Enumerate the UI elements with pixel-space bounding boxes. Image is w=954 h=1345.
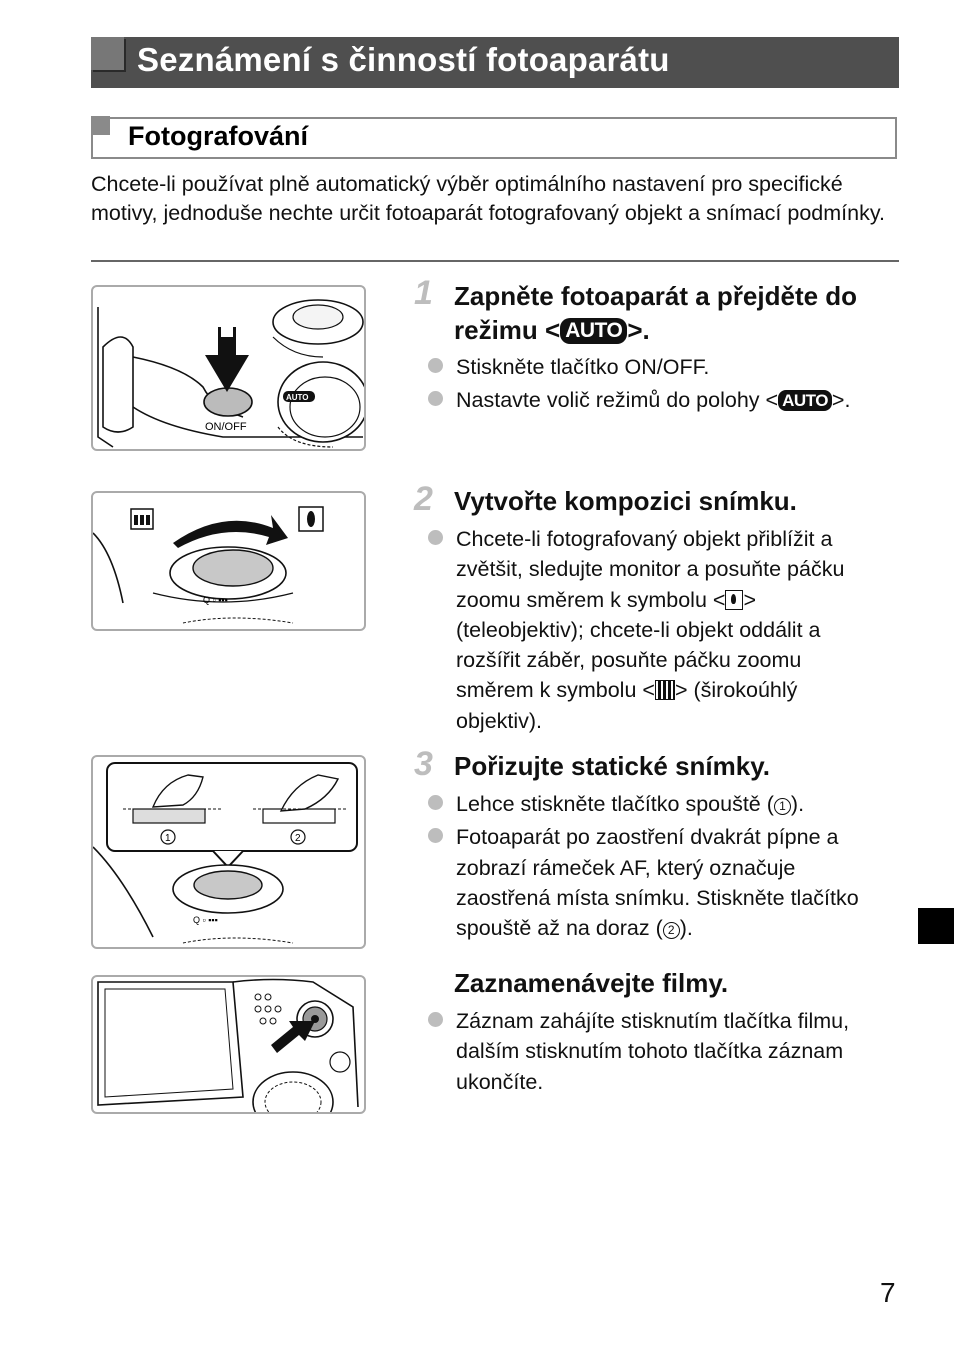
auto-dial-label: AUTO xyxy=(286,393,309,402)
bullet-icon xyxy=(428,391,443,406)
bullet-icon xyxy=(428,358,443,373)
step-title: Vytvořte kompozici snímku. xyxy=(454,486,797,516)
step-title-text: Zapněte fotoaparát a přejděte do režimu < xyxy=(454,281,858,345)
section-title: Fotografování xyxy=(128,121,308,151)
step-bullets xyxy=(430,524,870,736)
bullet-text: ). xyxy=(790,792,805,816)
step-title: Pořizujte statické snímky. xyxy=(454,751,770,781)
step-bullets xyxy=(430,789,875,943)
bullet-item xyxy=(430,352,900,382)
circled-number-icon: 2 xyxy=(663,922,680,939)
chapter-title: Seznámení s činností fotoaparátu xyxy=(137,41,670,78)
zoom-lever-drawing xyxy=(93,493,364,629)
bullet-icon xyxy=(428,795,443,810)
step-number: 1 xyxy=(414,274,433,312)
bullet-text: Stiskněte tlačítko ON/OFF. xyxy=(456,355,710,379)
bullet-text: Chcete-li fotografovaný objekt přiblížit a zvětšit, sledujte monitor a posuňte páčku zoomu směrem k symbolu < xyxy=(456,527,845,612)
on-off-label: ON/OFF xyxy=(205,421,247,433)
chapter-tab-marker xyxy=(918,908,954,944)
telephoto-icon xyxy=(725,590,743,610)
bullet-text: ). xyxy=(679,916,693,941)
step-number: 3 xyxy=(414,745,433,783)
intro-paragraph: Chcete-li používat plně automatický výběr optimálního nastavení pro specifické motivy, jednoduše nechte určit fotoaparát fotografovaný objekt a snímací podmínky. xyxy=(91,172,885,225)
bullet-text: Lehce stiskněte tlačítko spouště ( xyxy=(456,792,774,816)
power-button-drawing xyxy=(93,287,364,449)
step-bullets xyxy=(430,1006,870,1097)
bullet-text: > (teleobjektiv); chcete-li objekt oddálit a rozšířit záběr, posuňte páčku zoomu směrem k symbolu < xyxy=(456,587,821,703)
bullet-item xyxy=(430,789,875,819)
illustration-zoom-lever xyxy=(91,491,366,631)
bullet-text: Záznam zahájíte stisknutím tlačítka filmu, dalším stisknutím tohoto tlačítka záznam ukončíte. xyxy=(456,1009,850,1094)
step-title xyxy=(454,279,894,347)
divider xyxy=(91,260,899,262)
bullet-item xyxy=(430,524,870,736)
bullet-text: > (širokoúhlý objektiv). xyxy=(456,678,798,733)
step-number: 2 xyxy=(414,480,433,518)
bullet-icon xyxy=(428,530,443,545)
illustration-shutter-button xyxy=(91,755,366,949)
bullet-text: >. xyxy=(831,388,851,413)
auto-mode-icon: AUTO xyxy=(778,390,832,411)
wide-angle-icon xyxy=(655,680,675,700)
bullet-icon xyxy=(428,828,443,843)
bullet-item xyxy=(430,822,875,943)
shutter-button-drawing xyxy=(93,757,364,947)
half-press-label: 1 xyxy=(165,833,171,844)
title-decoration-square xyxy=(91,37,124,70)
circled-number-icon: 1 xyxy=(774,798,791,815)
movie-button-drawing xyxy=(93,977,364,1112)
bullet-icon xyxy=(428,1012,443,1027)
bullet-text: Fotoaparát po zaostření dvakrát pípne a zobrazí rámeček AF, který označuje zaostřená místa snímku. Stiskněte tlačítko spouště až na doraz ( xyxy=(456,825,859,941)
page-number: 7 xyxy=(880,1277,896,1308)
svg-text:Q ▫ ▪▪▪: Q ▫ ▪▪▪ xyxy=(203,595,228,605)
bullet-text: Nastavte volič režimů do polohy < xyxy=(456,388,779,413)
svg-text:Q ▫ ▪▪▪: Q ▫ ▪▪▪ xyxy=(193,915,218,925)
illustration-movie-button xyxy=(91,975,366,1114)
bullet-item xyxy=(430,1006,870,1097)
section-decoration-square xyxy=(91,116,110,135)
bullet-item xyxy=(430,385,900,415)
step-title: Zaznamenávejte filmy. xyxy=(454,968,729,998)
step-title-text: >. xyxy=(627,315,650,345)
full-press-label: 2 xyxy=(295,833,301,844)
auto-mode-icon: AUTO xyxy=(560,318,627,344)
illustration-power-button xyxy=(91,285,366,451)
step-bullets xyxy=(430,352,900,416)
